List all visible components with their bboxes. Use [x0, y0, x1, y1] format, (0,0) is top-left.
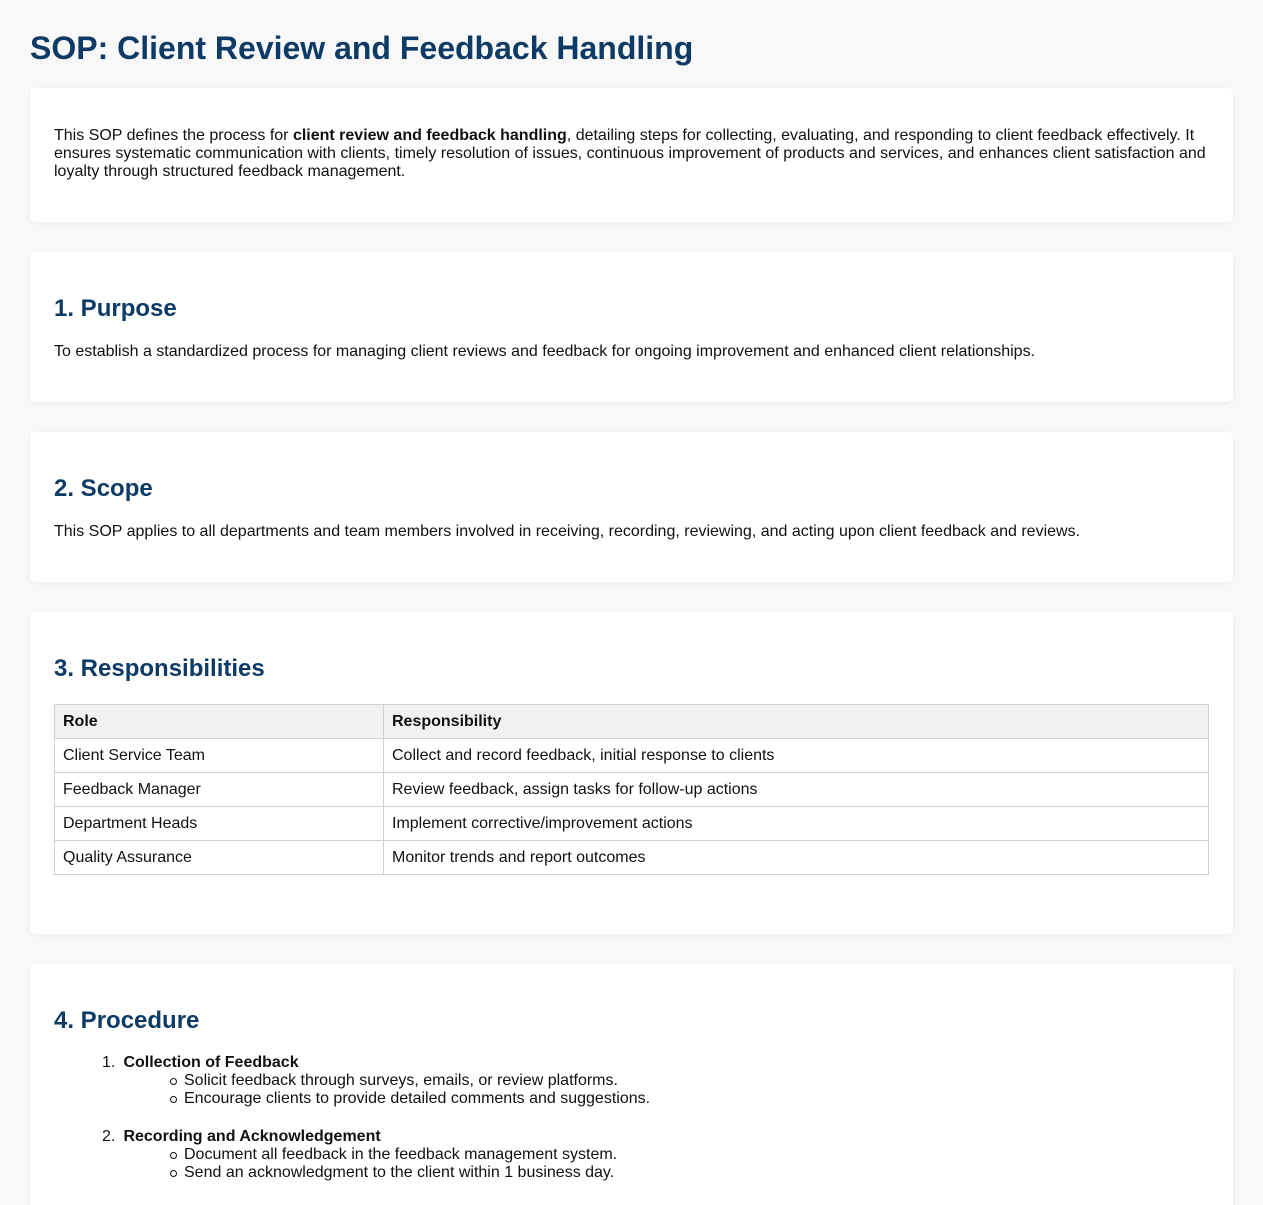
step-number: 1. [102, 1054, 116, 1071]
scope-heading: 2. Scope [54, 475, 153, 502]
circle-bullet-icon [170, 1170, 177, 1177]
intro-paragraph [54, 127, 1214, 181]
page-title: SOP: Client Review and Feedback Handling [30, 30, 694, 66]
purpose-text: To establish a standardized process for managing client reviews and feedback for ongoing improvement and enhanced client relationships. [54, 343, 1036, 360]
intro-text-before: This SOP defines the process for [54, 127, 293, 144]
scope-text: This SOP applies to all departments and team members involved in receiving, recording, reviewing, and acting upon client feedback and reviews. [54, 523, 1081, 540]
step-bullets [54, 1072, 1204, 1108]
procedure-steps [54, 1054, 1204, 1202]
bullet-text: Solicit feedback through surveys, emails, or review platforms. [184, 1072, 618, 1089]
responsibilities-table [54, 704, 1209, 875]
bullet-text: Send an acknowledgment to the client within 1 business day. [184, 1164, 615, 1181]
role-cell: Client Service Team [55, 739, 384, 773]
list-item [54, 1146, 1204, 1164]
table-row [55, 739, 1209, 773]
responsibility-cell: Implement corrective/improvement actions [384, 807, 1209, 841]
column-header-role: Role [55, 705, 384, 739]
responsibilities-card [30, 612, 1233, 934]
intro-card [30, 88, 1233, 222]
responsibility-cell: Monitor trends and report outcomes [384, 841, 1209, 875]
circle-bullet-icon [170, 1096, 177, 1103]
procedure-heading: 4. Procedure [54, 1007, 200, 1034]
responsibility-cell: Review feedback, assign tasks for follow-up actions [384, 773, 1209, 807]
role-cell: Department Heads [55, 807, 384, 841]
scope-card [30, 432, 1233, 582]
table-row [55, 841, 1209, 875]
responsibility-cell: Collect and record feedback, initial response to clients [384, 739, 1209, 773]
list-item [54, 1090, 1204, 1108]
list-item [54, 1164, 1204, 1182]
list-item [54, 1072, 1204, 1090]
step-bullets [54, 1146, 1204, 1182]
step-title-line [54, 1128, 1204, 1146]
column-header-responsibility: Responsibility [384, 705, 1209, 739]
intro-text-after: , detailing steps for collecting, evaluating, and responding to client feedback effectively. It ensures systematic communication with clients, timely resolution of issues, continuous improvement of products and services, and enhances client satisfaction and loyalty through structured feedback management. [54, 127, 1206, 180]
circle-bullet-icon [170, 1152, 177, 1159]
intro-text-bold: client review and feedback handling [292, 127, 567, 144]
purpose-heading: 1. Purpose [54, 295, 177, 322]
step-title: Collection of Feedback [123, 1054, 299, 1071]
table-header-row [55, 705, 1209, 739]
procedure-step [54, 1054, 1204, 1108]
step-title: Recording and Acknowledgement [123, 1128, 381, 1145]
responsibilities-heading: 3. Responsibilities [54, 655, 265, 682]
procedure-step [54, 1128, 1204, 1182]
procedure-card [30, 964, 1233, 1205]
circle-bullet-icon [170, 1078, 177, 1085]
bullet-text: Encourage clients to provide detailed comments and suggestions. [184, 1090, 651, 1107]
table-row [55, 807, 1209, 841]
role-cell: Feedback Manager [55, 773, 384, 807]
bullet-text: Document all feedback in the feedback management system. [184, 1146, 618, 1163]
table-row [55, 773, 1209, 807]
step-number: 2. [102, 1128, 116, 1145]
purpose-card [30, 252, 1233, 402]
role-cell: Quality Assurance [55, 841, 384, 875]
step-title-line [54, 1054, 1204, 1072]
